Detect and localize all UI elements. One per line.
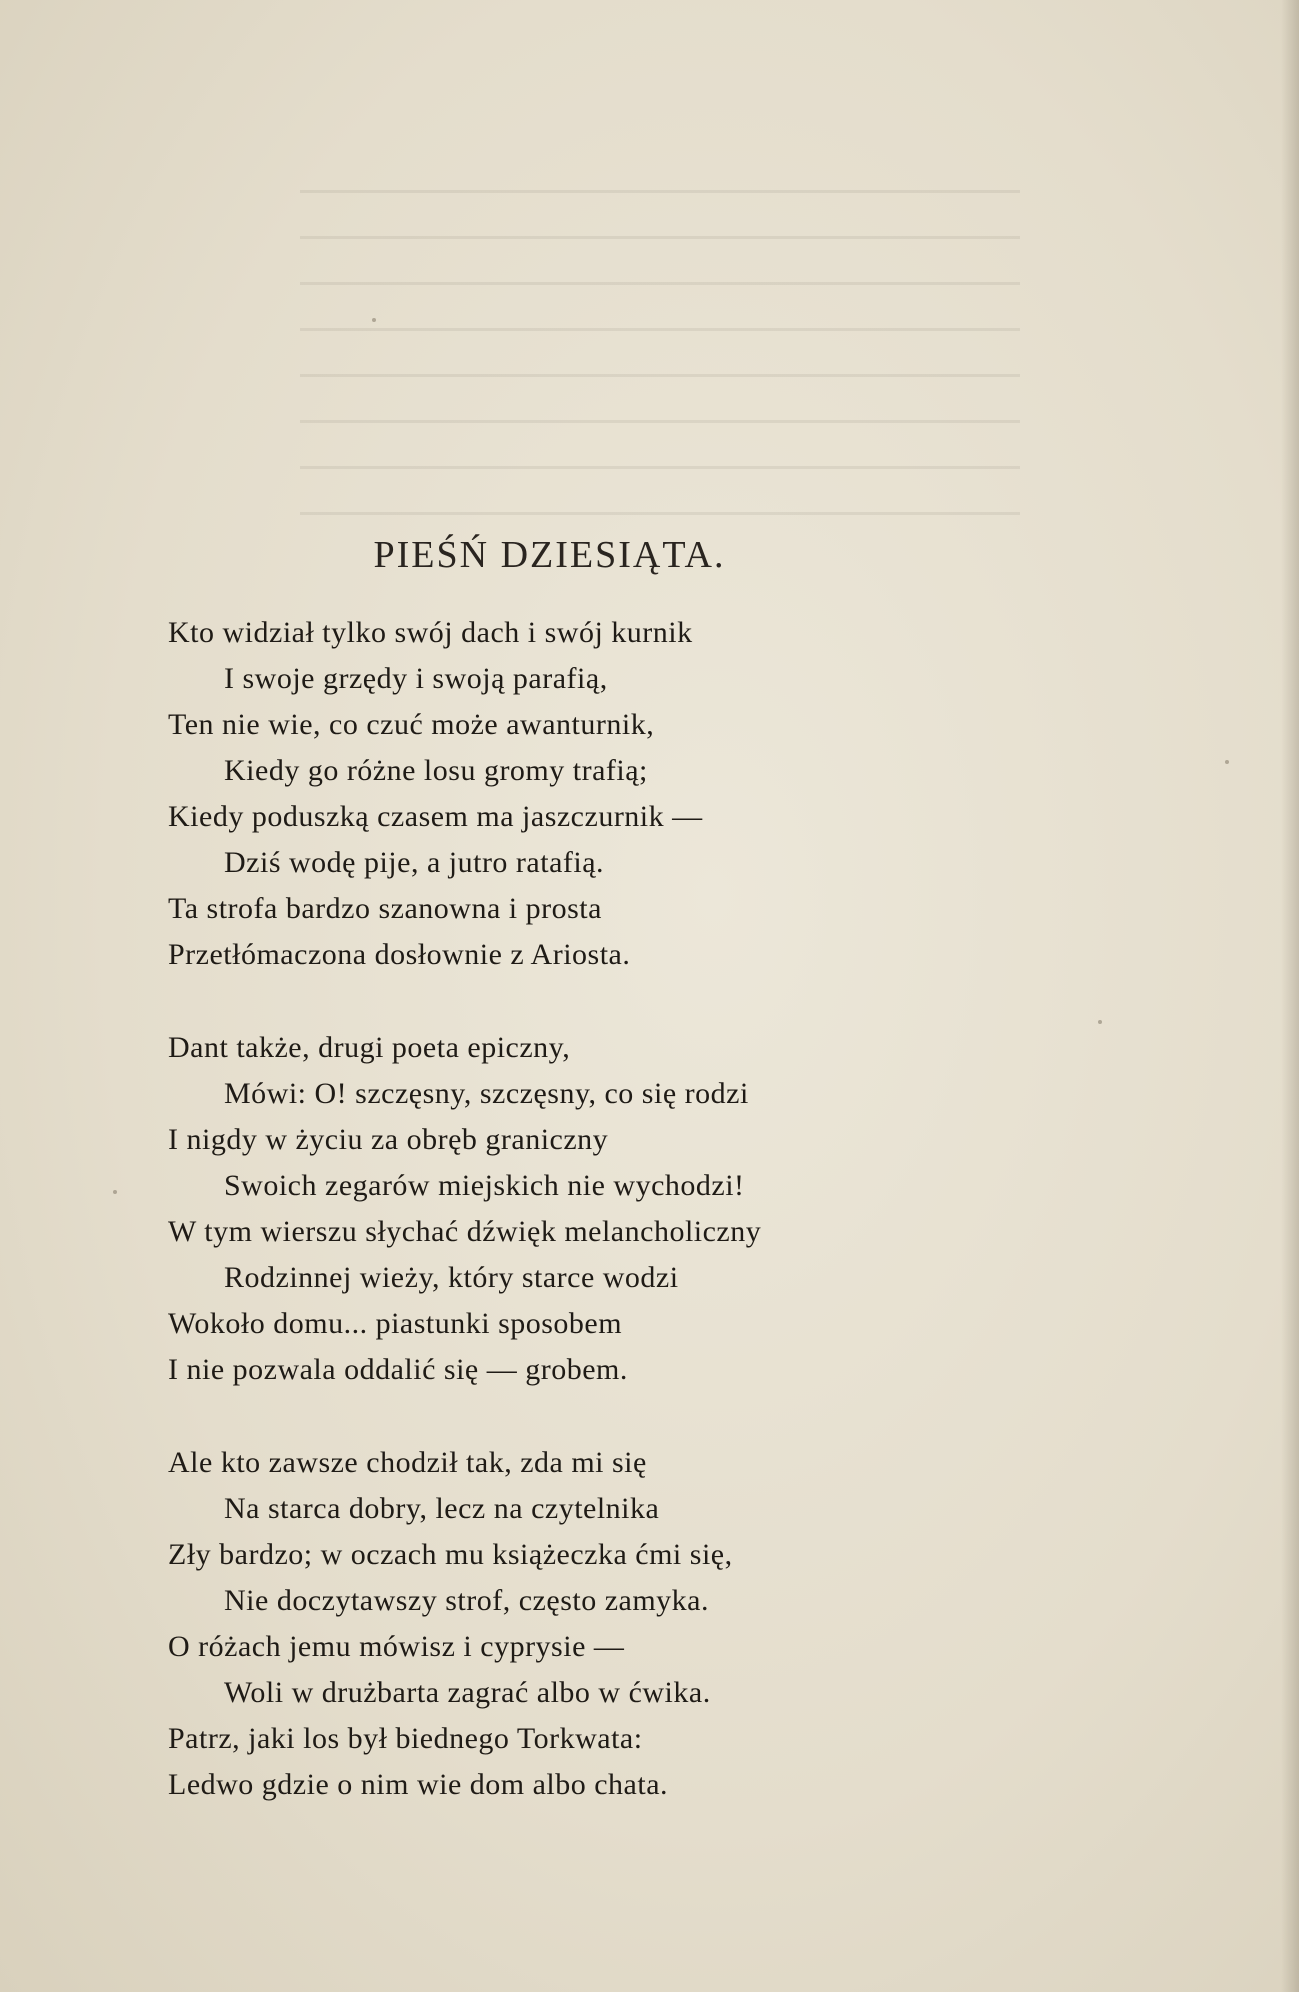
verse-line: Ale kto zawsze chodził tak, zda mi się	[168, 1446, 647, 1479]
verse-line: Swoich zegarów miejskich nie wychodzi!	[224, 1169, 745, 1202]
verse-line: Dziś wodę pije, a jutro ratafią.	[224, 846, 605, 879]
verse-line: Na starca dobry, lecz na czytelnika	[224, 1492, 660, 1525]
verse-line: Kiedy poduszką czasem ma jaszczurnik —	[168, 800, 703, 833]
stanza-2	[168, 1025, 988, 1393]
stanza-1	[168, 610, 988, 978]
verse-line: Mówi: O! szczęsny, szczęsny, co się rodzi	[224, 1077, 749, 1110]
verse-line: W tym wierszu słychać dźwięk melancholiczny	[168, 1215, 762, 1248]
paper-speck	[372, 318, 376, 322]
page-title: PIEŚŃ DZIESIĄTA.	[373, 534, 726, 577]
paper-speck	[113, 1190, 117, 1194]
verse-line: Dant także, drugi poeta epiczny,	[168, 1031, 571, 1064]
verse-line: Ta strofa bardzo szanowna i prosta	[168, 892, 602, 925]
verse-line: Kto widział tylko swój dach i swój kurnik	[168, 616, 693, 649]
paper-speck	[1225, 760, 1229, 764]
verse-line: Rodzinnej wieży, który starce wodzi	[224, 1261, 679, 1294]
verse-line: I nigdy w życiu za obręb graniczny	[168, 1123, 609, 1156]
paper-speck	[1098, 1020, 1102, 1024]
verse-line: Woli w drużbarta zagrać albo w ćwika.	[224, 1676, 711, 1709]
stanza-3	[168, 1440, 988, 1808]
verse-line: Przetłómaczona dosłownie z Ariosta.	[168, 938, 631, 971]
verse-line: O różach jemu mówisz i cyprysie —	[168, 1630, 625, 1663]
verse-line: Nie doczytawszy strof, często zamyka.	[224, 1584, 709, 1617]
verse-line: Patrz, jaki los był biednego Torkwata:	[168, 1722, 643, 1755]
verse-line: Zły bardzo; w oczach mu książeczka ćmi się,	[168, 1538, 733, 1571]
verse-line: Wokoło domu... piastunki sposobem	[168, 1307, 623, 1340]
verse-line: Ledwo gdzie o nim wie dom albo chata.	[168, 1768, 669, 1801]
page-edge-shadow	[1281, 0, 1299, 1992]
verse-line: I swoje grzędy i swoją parafią,	[224, 662, 608, 695]
verse-line: I nie pozwala oddalić się — grobem.	[168, 1353, 628, 1386]
verse-line: Ten nie wie, co czuć może awanturnik,	[168, 708, 655, 741]
show-through-text	[300, 190, 1020, 550]
verse-line: Kiedy go różne losu gromy trafią;	[224, 754, 648, 787]
